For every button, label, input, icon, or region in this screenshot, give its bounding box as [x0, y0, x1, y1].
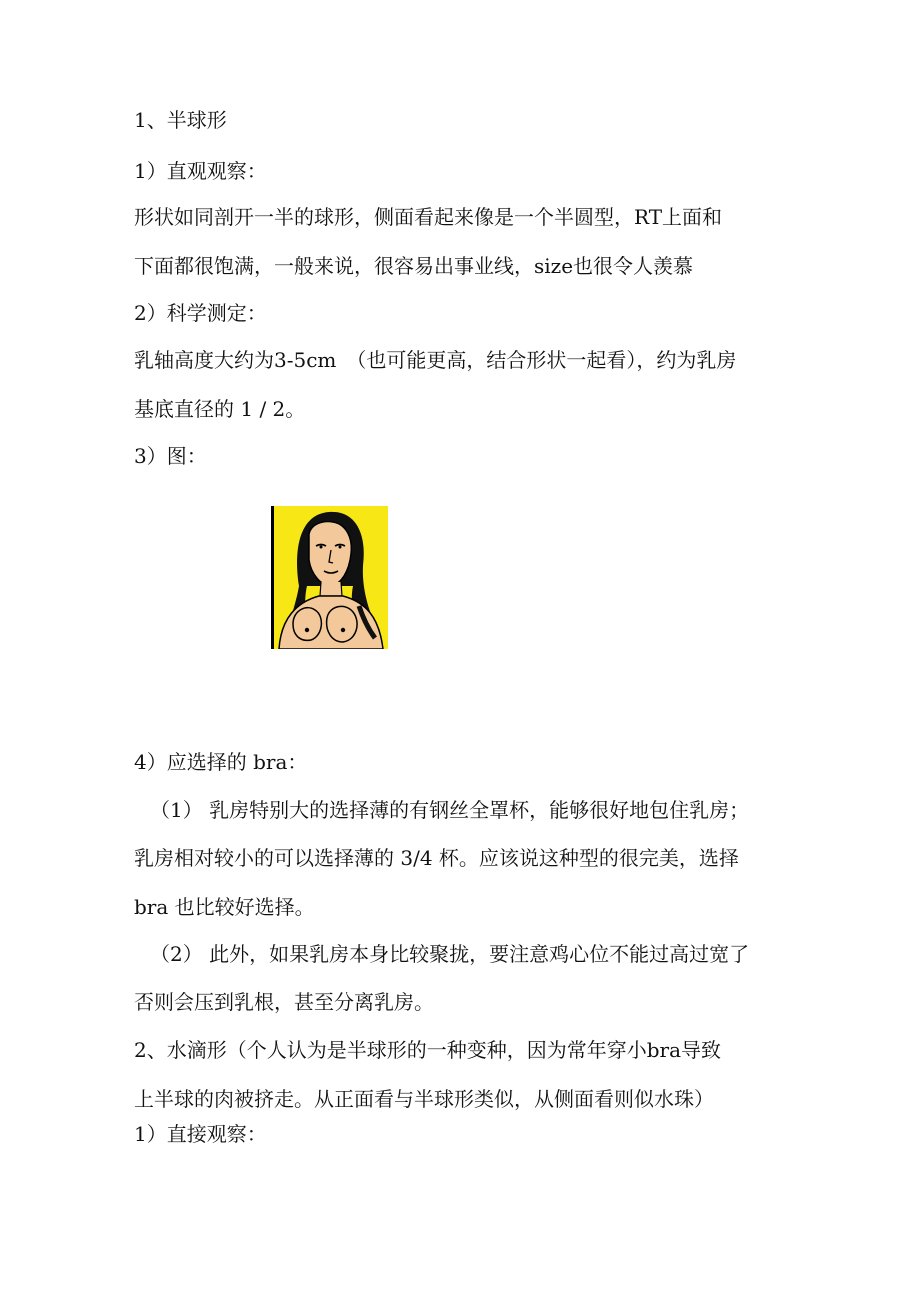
paragraph-line: 上半球的肉被挤走。从正面看与半球形类似，从侧面看则似水珠）	[134, 1087, 714, 1111]
paragraph-line: 下面都很饱满，一般来说，很容易出事业线，size也很令人羡慕	[134, 254, 694, 278]
subheading-bra-choice: 4）应选择的 bra：	[134, 750, 308, 774]
subheading-measurement: 2）科学测定：	[134, 301, 267, 325]
subheading-direct-observation: 1）直接观察：	[134, 1122, 267, 1146]
illustration-border-left	[271, 506, 274, 649]
paragraph-line: bra 也比较好选择。	[134, 895, 315, 919]
paragraph-line: 否则会压到乳根，甚至分离乳房。	[134, 990, 434, 1014]
paragraph-line: 乳轴高度大约为3-5cm （也可能更高，结合形状一起看），约为乳房	[134, 348, 737, 372]
breast-left	[293, 608, 321, 641]
breast-right	[327, 606, 357, 642]
section-heading-teardrop: 2、水滴形（个人认为是半球形的一种变种，因为常年穿小bra导致	[134, 1038, 722, 1062]
list-item-1: （1） 乳房特别大的选择薄的有钢丝全罩杯，能够很好地包住乳房；	[150, 798, 750, 822]
hemisphere-illustration	[271, 506, 388, 649]
paragraph-line: 形状如同剖开一半的球形，侧面看起来像是一个半圆型，RT上面和	[134, 205, 723, 229]
paragraph-line: 基底直径的 1 / 2。	[134, 397, 306, 421]
subheading-observation: 1）直观观察：	[134, 159, 267, 183]
paragraph-line: 乳房相对较小的可以选择薄的 3/4 杯。应该说这种型的很完美，选择	[134, 846, 739, 870]
list-item-2: （2） 此外，如果乳房本身比较聚拢，要注意鸡心位不能过高过宽了	[150, 942, 750, 966]
subheading-figure: 3）图：	[134, 444, 207, 468]
section-heading-hemisphere: 1、半球形	[134, 108, 227, 132]
